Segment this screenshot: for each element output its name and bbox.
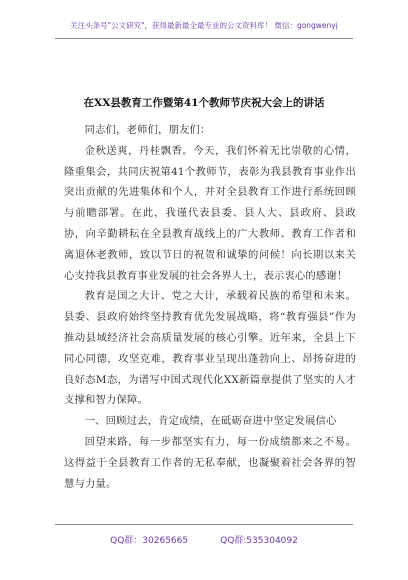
paragraph: 回望来路，每一步都坚实有力，每一份成绩都来之不易。这得益于全县教育工作者的无私奉献，也凝聚着社会各界的智慧与力量。 <box>64 435 356 490</box>
document-body <box>64 120 356 494</box>
section-heading: 一、回顾过去，肯定成绩，在砥砺奋进中坚定发展信心 <box>84 415 337 428</box>
header-notice: 关注头条号"公文研究"，获得最新最全最专业的公文资料库！ 微信：gongwenyj <box>70 21 338 30</box>
paragraph: 金秋送爽，丹桂飘香。今天，我们怀着无比崇敬的心情，隆重集会，共同庆祝第41个教师节，表彰为我县教育事业作出突出贡献的先进集体和个人，并对全县教育工作进行系统回顾与前瞻部署。在此，我谨代表县委、县人大、县政府、县政协，向辛勤耕耘在全县教育战线上的广大教师、教育工作者和离退休老教师，致以节日的祝贺和诚挚的问候！向长期以来关心支持我县教育事业发展的社会各界人士，表示衷心的感谢！ <box>64 144 356 282</box>
paragraph: 教育是国之大计、党之大计，承载着民族的希望和未来。县委、县政府始终坚持教育优先发展战略，将“教育强县”作为推动县域经济社会高质量发展的核心引擎。近年来，全县上下同心同德，攻坚克难，教育事业呈现出蓬勃向上、昂扬奋进的良好态M态，为谱写中国式现代化XX新篇章提供了坚实的人才支撑和智力保障。 <box>64 290 356 407</box>
qq-group-left: QQ群：30265665 <box>110 536 189 546</box>
qq-group-right: QQ群:535304092 <box>220 536 298 546</box>
header-divider <box>55 38 353 39</box>
footer <box>0 533 408 546</box>
document-title: 在XX县教育工作暨第41个教师节庆祝大会上的讲话 <box>83 97 325 109</box>
salutation: 同志们，老师们，朋友们： <box>84 124 211 136</box>
footer-divider <box>55 524 353 525</box>
